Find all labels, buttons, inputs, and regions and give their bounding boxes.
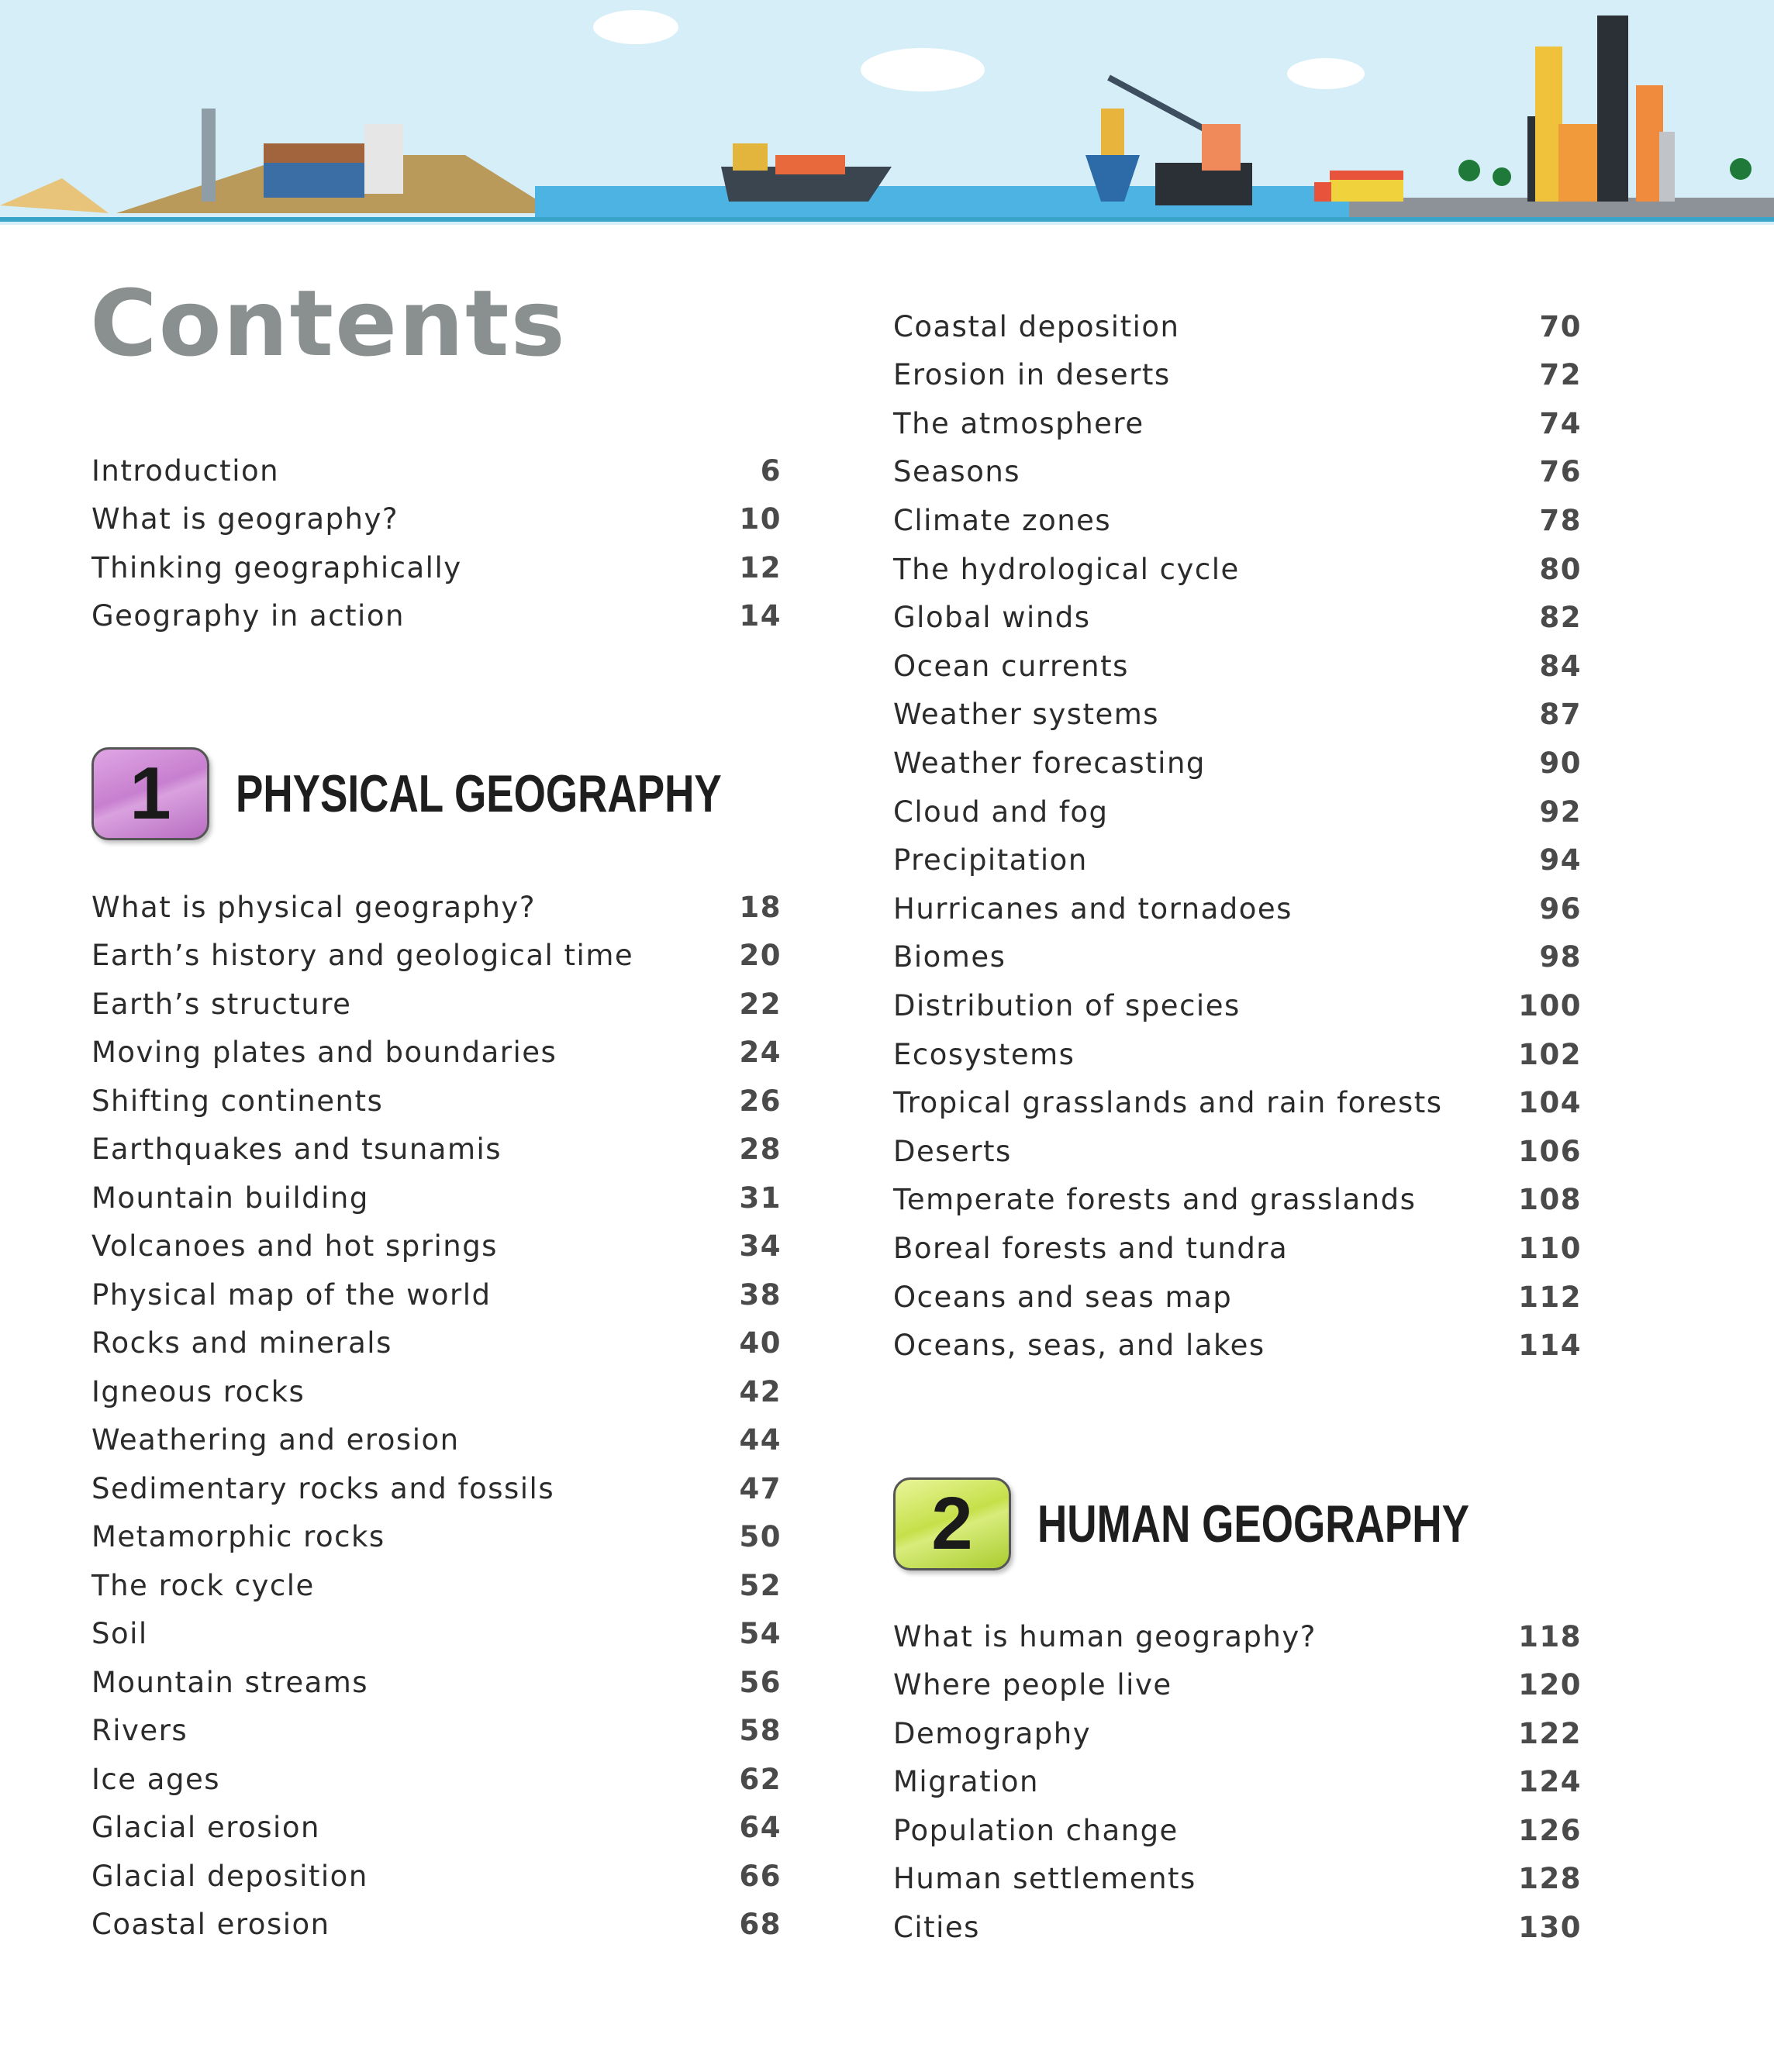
toc-entry-title: Migration <box>893 1765 1039 1798</box>
toc-entry-title: Rocks and minerals <box>91 1326 392 1360</box>
toc-entry-title: Soil <box>91 1617 148 1650</box>
toc-entry-page: 112 <box>1518 1280 1582 1314</box>
toc-entry[interactable] <box>893 790 1582 833</box>
toc-entry-page: 98 <box>1539 940 1582 974</box>
toc-entry[interactable] <box>893 741 1582 784</box>
toc-entry-page: 110 <box>1518 1231 1582 1265</box>
toc-entry-title: Earthquakes and tsunamis <box>91 1133 502 1166</box>
toc-entry-page: 72 <box>1539 358 1582 392</box>
section-1-heading: PHYSICAL GEOGRAPHY <box>236 764 722 823</box>
page-title: Contents <box>90 270 567 377</box>
toc-entry-page: 34 <box>739 1229 782 1263</box>
toc-entry-title: Biomes <box>893 940 1006 974</box>
toc-entry[interactable] <box>893 1712 1582 1755</box>
toc-entry-title: What is human geography? <box>893 1619 1317 1653</box>
toc-entry[interactable] <box>91 546 782 589</box>
toc-entry[interactable] <box>893 353 1582 397</box>
toc-entry[interactable] <box>893 1760 1582 1804</box>
toc-entry-page: 87 <box>1539 698 1582 732</box>
toc-entry-page: 82 <box>1539 601 1582 635</box>
toc-entry-title: Mountain building <box>91 1181 369 1215</box>
toc-entry[interactable] <box>91 1467 782 1510</box>
toc-entry[interactable] <box>91 1660 782 1704</box>
toc-entry-title: Coastal erosion <box>91 1908 330 1941</box>
toc-entry-page: 44 <box>739 1423 782 1457</box>
toc-entry-page: 66 <box>739 1859 782 1893</box>
toc-entry-page: 100 <box>1518 988 1582 1022</box>
toc-entry[interactable] <box>893 1129 1582 1173</box>
toc-entry[interactable] <box>91 934 782 977</box>
toc-entry[interactable] <box>893 1275 1582 1319</box>
toc-entry[interactable] <box>893 305 1582 348</box>
toc-entry-title: Physical map of the world <box>91 1277 492 1312</box>
toc-entry-page: 74 <box>1539 406 1582 440</box>
toc-entry-title: Glacial deposition <box>91 1859 368 1893</box>
toc-entry-title: What is geography? <box>91 502 399 536</box>
toc-entry[interactable] <box>91 1806 782 1850</box>
toc-entry[interactable] <box>91 1515 782 1559</box>
section-2-heading: HUMAN GEOGRAPHY <box>1037 1495 1469 1553</box>
toc-entry-page: 18 <box>739 890 782 924</box>
toc-entry-title: Precipitation <box>893 843 1088 877</box>
toc-entry-page: 10 <box>739 502 782 536</box>
section-1-badge: 1 <box>91 747 209 840</box>
toc-entry[interactable] <box>893 402 1582 445</box>
toc-entry-page: 104 <box>1518 1086 1582 1120</box>
toc-entry[interactable] <box>91 1709 782 1753</box>
toc-entry-title: Erosion in deserts <box>893 358 1171 392</box>
toc-entry[interactable] <box>91 1854 782 1898</box>
toc-entry[interactable] <box>893 498 1582 542</box>
toc-entry-title: Climate zones <box>893 503 1112 537</box>
toc-entry-title: Igneous rocks <box>91 1374 305 1408</box>
toc-entry[interactable] <box>91 982 782 1026</box>
toc-entry-title: Ice ages <box>91 1762 220 1796</box>
section-2-badge: 2 <box>893 1477 1011 1570</box>
toc-entry-title: Volcanoes and hot springs <box>91 1229 498 1263</box>
toc-entry-page: 12 <box>739 550 782 584</box>
toc-entry-title: Cities <box>893 1910 980 1944</box>
toc-entry-page: 96 <box>1539 891 1582 926</box>
toc-entry-title: Tropical grasslands and rain forests <box>893 1086 1443 1120</box>
toc-entry[interactable] <box>893 1905 1582 1949</box>
toc-entry-title: Geography in action <box>91 599 405 633</box>
toc-entry-title: Deserts <box>893 1134 1012 1168</box>
toc-entry[interactable] <box>91 1128 782 1171</box>
toc-entry[interactable] <box>893 839 1582 882</box>
toc-entry-page: 24 <box>739 1036 782 1069</box>
toc-entry-page: 40 <box>739 1326 782 1360</box>
toc-entry[interactable] <box>893 936 1582 979</box>
toc-entry-title: Seasons <box>893 455 1021 489</box>
toc-entry-page: 20 <box>739 939 782 972</box>
toc-entry-page: 126 <box>1518 1813 1582 1847</box>
toc-entry-page: 92 <box>1539 795 1582 829</box>
toc-entry-title: Weathering and erosion <box>91 1423 460 1457</box>
toc-entry-page: 31 <box>739 1181 782 1215</box>
toc-entry[interactable] <box>91 1903 782 1946</box>
toc-entry-page: 76 <box>1539 455 1582 489</box>
toc-entry-page: 58 <box>739 1714 782 1747</box>
toc-entry[interactable] <box>91 498 782 541</box>
toc-entry[interactable] <box>91 1031 782 1074</box>
toc-entry-title: The hydrological cycle <box>893 552 1240 586</box>
toc-entry-page: 80 <box>1539 552 1582 586</box>
toc-entry-title: Demography <box>893 1716 1092 1750</box>
toc-entry-page: 84 <box>1539 649 1582 683</box>
toc-entry[interactable] <box>91 1757 782 1801</box>
toc-entry-title: Coastal deposition <box>893 309 1180 343</box>
toc-entry-page: 114 <box>1518 1329 1582 1363</box>
toc-entry-page: 54 <box>739 1617 782 1650</box>
toc-entry-page: 38 <box>739 1277 782 1312</box>
toc-entry[interactable] <box>91 1322 782 1365</box>
toc-entry-title: Temperate forests and grasslands <box>893 1183 1417 1217</box>
toc-entry-title: Distribution of species <box>893 988 1241 1022</box>
toc-entry-page: 94 <box>1539 843 1582 877</box>
toc-entry-title: The rock cycle <box>91 1568 315 1602</box>
toc-entry-title: Oceans, seas, and lakes <box>893 1329 1265 1363</box>
toc-entry[interactable] <box>91 1419 782 1462</box>
toc-entry-page: 42 <box>739 1374 782 1408</box>
toc-entry-page: 50 <box>739 1520 782 1553</box>
toc-entry-title: Weather systems <box>893 698 1160 732</box>
toc-entry[interactable] <box>893 1081 1582 1125</box>
toc-entry-page: 122 <box>1518 1716 1582 1750</box>
toc-entry[interactable] <box>893 1324 1582 1367</box>
toc-entry-page: 6 <box>760 453 782 488</box>
toc-entry-page: 90 <box>1539 746 1582 780</box>
toc-entry-page: 64 <box>739 1811 782 1844</box>
toc-entry-title: Introduction <box>91 453 280 488</box>
toc-entry[interactable] <box>91 1176 782 1219</box>
toc-entry[interactable] <box>91 1079 782 1122</box>
toc-entry-title: Where people live <box>893 1668 1172 1701</box>
toc-entry[interactable] <box>91 885 782 929</box>
toc-entry-page: 118 <box>1518 1619 1582 1653</box>
toc-entry-title: Glacial erosion <box>91 1811 320 1844</box>
toc-entry-page: 124 <box>1518 1765 1582 1798</box>
toc-entry[interactable] <box>893 1857 1582 1901</box>
toc-entry[interactable] <box>893 1178 1582 1222</box>
toc-entry-page: 52 <box>739 1568 782 1602</box>
toc-entry-title: Thinking geographically <box>91 550 462 584</box>
toc-entry-page: 120 <box>1518 1668 1582 1701</box>
toc-entry[interactable] <box>893 547 1582 591</box>
toc-entry[interactable] <box>893 596 1582 640</box>
toc-entry[interactable] <box>893 1033 1582 1076</box>
section-1-header <box>91 747 859 840</box>
toc-entry-page: 22 <box>739 987 782 1021</box>
toc-entry-page: 68 <box>739 1908 782 1941</box>
toc-entry[interactable] <box>91 449 782 492</box>
toc-entry-page: 28 <box>739 1133 782 1166</box>
toc-entry-page: 106 <box>1518 1134 1582 1168</box>
header-illustration <box>0 0 1774 225</box>
toc-entry[interactable] <box>893 644 1582 688</box>
section-2-header <box>893 1477 1591 1570</box>
toc-entry-title: Ecosystems <box>893 1037 1075 1071</box>
toc-entry[interactable] <box>91 1370 782 1413</box>
toc-entry-title: Oceans and seas map <box>893 1280 1233 1314</box>
toc-entry-page: 108 <box>1518 1183 1582 1217</box>
toc-entry[interactable] <box>91 1563 782 1607</box>
toc-entry[interactable] <box>91 595 782 638</box>
toc-entry-title: Global winds <box>893 601 1091 635</box>
toc-entry-title: Boreal forests and tundra <box>893 1231 1289 1265</box>
toc-entry[interactable] <box>893 1808 1582 1852</box>
toc-entry-title: Metamorphic rocks <box>91 1520 385 1553</box>
toc-entry-title: Population change <box>893 1813 1179 1847</box>
toc-entry-title: Cloud and fog <box>893 795 1109 829</box>
toc-entry[interactable] <box>91 1273 782 1316</box>
toc-entry-title: What is physical geography? <box>91 890 536 924</box>
toc-entry[interactable] <box>893 1615 1582 1658</box>
toc-entry-title: The atmosphere <box>893 406 1144 440</box>
toc-entry[interactable] <box>91 1225 782 1268</box>
toc-entry[interactable] <box>893 984 1582 1027</box>
toc-entry-title: Shifting continents <box>91 1084 384 1118</box>
toc-entry-page: 56 <box>739 1665 782 1699</box>
toc-entry-title: Sedimentary rocks and fossils <box>91 1471 555 1505</box>
toc-entry-page: 130 <box>1518 1910 1582 1944</box>
toc-entry-page: 62 <box>739 1762 782 1796</box>
toc-entry-title: Earth’s history and geological time <box>91 939 634 972</box>
toc-entry[interactable] <box>893 450 1582 494</box>
toc-entry-title: Moving plates and boundaries <box>91 1036 557 1069</box>
toc-entry-page: 70 <box>1539 309 1582 343</box>
toc-entry[interactable] <box>893 1226 1582 1270</box>
toc-entry-page: 102 <box>1518 1037 1582 1071</box>
toc-entry[interactable] <box>893 887 1582 930</box>
toc-entry-title: Hurricanes and tornadoes <box>893 891 1293 926</box>
toc-entry-title: Ocean currents <box>893 649 1129 683</box>
toc-entry[interactable] <box>893 693 1582 736</box>
toc-entry-title: Weather forecasting <box>893 746 1206 780</box>
toc-entry-title: Mountain streams <box>91 1665 369 1699</box>
toc-entry[interactable] <box>893 1663 1582 1707</box>
toc-entry-page: 47 <box>739 1471 782 1505</box>
toc-entry-page: 14 <box>739 599 782 633</box>
toc-entry-page: 26 <box>739 1084 782 1118</box>
toc-entry-title: Human settlements <box>893 1862 1196 1895</box>
toc-entry-page: 128 <box>1518 1862 1582 1895</box>
toc-entry-title: Earth’s structure <box>91 987 352 1021</box>
toc-entry-title: Rivers <box>91 1714 188 1747</box>
toc-entry-page: 78 <box>1539 503 1582 537</box>
toc-entry[interactable] <box>91 1612 782 1656</box>
